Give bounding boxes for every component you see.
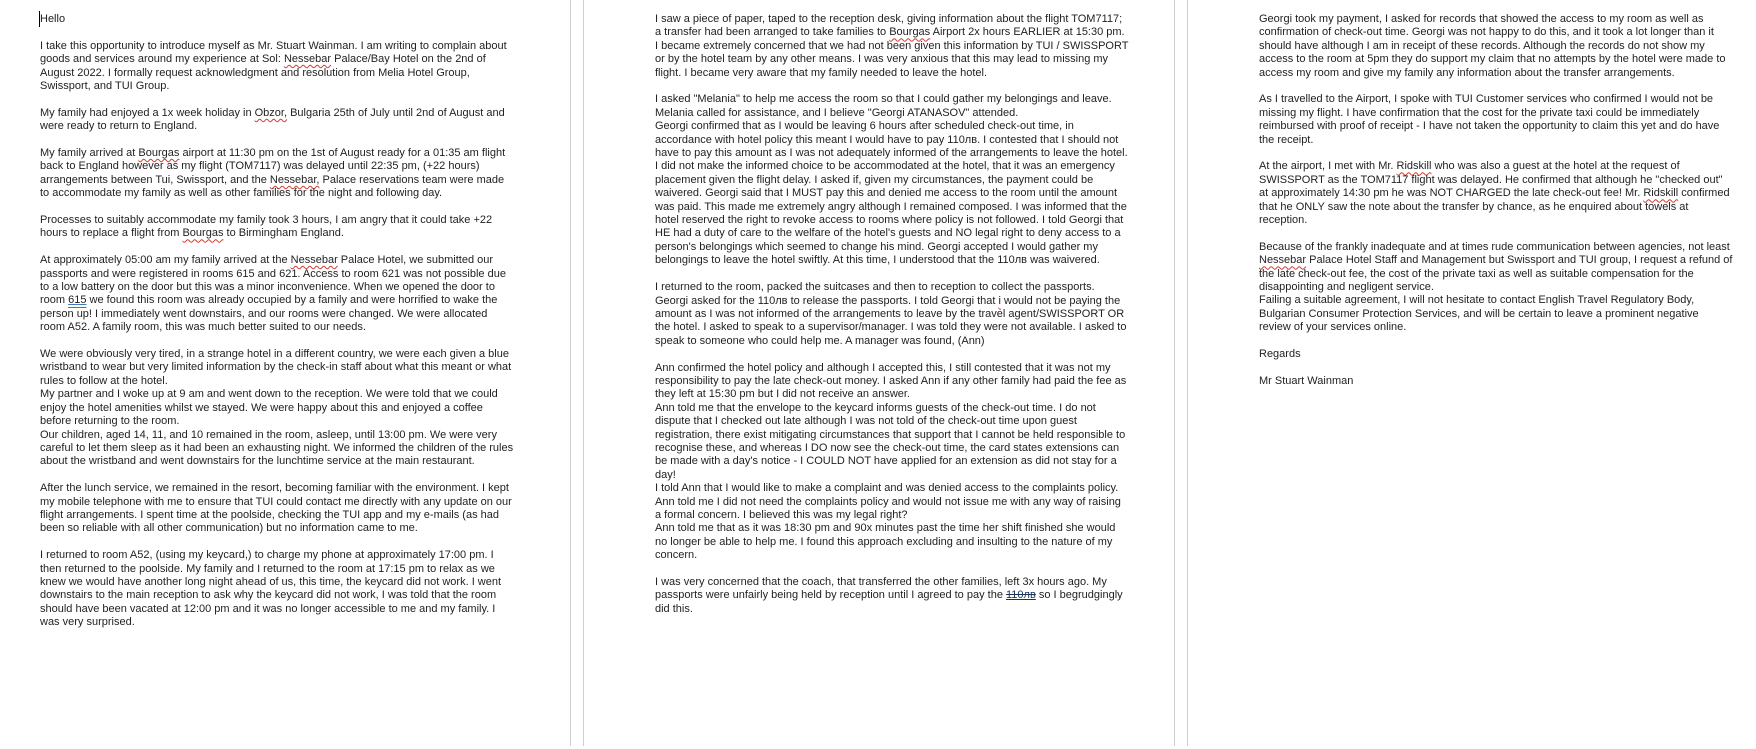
text-run: confirmed that he ONLY saw the note about the transfer by chance, as he enquired about towels at reception. [1259, 187, 1730, 227]
spellcheck-squiggle-run: i [998, 294, 1001, 307]
paragraph[interactable] [40, 13, 514, 26]
text-run: Failing a suitable agreement, I will not hesitate to contact English Travel Regulatory Body, Bulgarian Consumer Protection Services, and will be certain to leave a prominent negative review of your services online. [1259, 294, 1699, 334]
text-run: Georgi confirmed that as I would be leaving 6 hours after scheduled check-out time, in accordance with hotel policy this meant I would have to pay 110лв. I contested that I should not have to pay this amount as I was not adequately informed of the arrangements to leave the hotel. I did not make the informed choice to be accommodated at the hotel, that it was an emergency placement given the flight delay. I asked if, given my circumstances, the payment could be waivered. Georgi said that I MUST pay this and denied me access to the room until the amount was paid. This made me extremely angry although I remained composed. I was informed that the hotel reserved the right to revoke access to rooms where policy is not followed. I told Georgi that HE had a duty of care to the welfare of the hotel's guests and NO legal right to deny access to a person's belongings which seemed to change his mind. Georgi accepted I would gather my belongings to leave the hotel swiftly. At this time, I understood that the 110лв was waivered. [655, 120, 1128, 267]
paragraph[interactable] [655, 576, 1129, 616]
page-1-text[interactable] [40, 13, 514, 630]
spellcheck-squiggle-run: Obzor, [254, 106, 288, 119]
text-run: Our children, aged 14, 11, and 10 remained in the room, asleep, until 13:00 pm. We were very careful to let them sleep as it had been an exhausting night. We informed the children of the rules about the wristband and went downstairs for the lunchtime service at the main restaurant. [40, 428, 514, 468]
text-run: I saw a piece of paper, taped to the reception desk, giving information about the flight TOM7117; a transfer had been arranged to take families to [655, 13, 1123, 39]
text-run: I take this opportunity to introduce myself as Mr. Stuart Wainman. I am writing to complain about goods and services around my experience at Sol: [40, 39, 507, 66]
spellcheck-squiggle-run: Nessebar [283, 53, 332, 66]
text-run: Hello [40, 13, 66, 25]
paragraph[interactable] [40, 107, 514, 134]
text-run: As I travelled to the Airport, I spoke with TUI Customer services who confirmed I would not be missing my flight. I have confirmation that the cost for the private taxi could be immediately reimbursed with proof of receipt - I have not taken the opportunity to claim this yet and do have the receipt. [1259, 93, 1720, 146]
text-run: At approximately 05:00 am my family arrived at the [40, 254, 291, 267]
paragraph[interactable] [655, 13, 1129, 80]
paragraph[interactable] [40, 482, 514, 536]
document-page-1[interactable] [0, 0, 571, 746]
document-page-2[interactable] [583, 0, 1175, 746]
page-3-text[interactable] [1259, 13, 1733, 388]
text-run: Ann told me that the envelope to the keycard informs guests of the check-out time. I do not dispute that I checked out late although I was not told of the check-out time upon guest registration, there exist mitigating circumstances that support that I cannot be held responsible to recognise these, and whereas I DO now see the check-out time, the card states extensions can be made with a day's notice - I COULD NOT have applied for an extension as did not stay for a day! [655, 401, 1126, 481]
text-run: I asked "Melania" to help me access the room so that I could gather my belongings and leave. Melania called for assistance, and I believe "Georgi ATANASOV" attended. [655, 93, 1112, 119]
text-run: Palace reservations team were made to accommodate my family as well as other families for the night and following day. [40, 173, 505, 200]
paragraph[interactable] [1259, 13, 1733, 80]
text-run: Mr Stuart Wainman [1259, 374, 1354, 387]
text-run: After the lunch service, we remained in the resort, becoming familiar with the environment. I kept my mobile telephone with me to ensure that TUI could contact me directly with any update on our flight arrangements. I spent time at the poolside, checking the TUI app and my e-mails (as had been so reliable with all other communication) but no information came to me. [40, 482, 512, 535]
text-run: At the airport, I met with Mr. [1259, 160, 1397, 173]
page-2-text[interactable] [655, 13, 1129, 616]
grammar-underline-run: 615 [68, 294, 87, 307]
paragraph[interactable] [1259, 160, 1733, 227]
text-run: Ann confirmed the hotel policy and although I accepted this, I still contested that it was not my responsibility to pay the late check-out money. I asked Ann if any other family had paid the fee as they left at 15:30 pm but I did not receive an answer. [655, 361, 1127, 401]
text-run: Bulgaria 25th of July until 2nd of August and were ready to return to England. [40, 106, 505, 133]
paragraph[interactable] [40, 40, 514, 94]
text-run: airport at 11:30 pm on the 1st of August ready for a 01:35 am flight back to England however as my flight (TOM7117) was delayed until 22:35 pm, (+22 hours) arrangements between Tui, Swissport, and the [40, 147, 506, 186]
text-run: we found this room was already occupied by a family and were horrified to wake the person up! I immediately went downstairs, and our rooms were changed. We were allocated room A52. A family room, this was much better suited to our needs. [40, 294, 498, 334]
paragraph[interactable] [655, 93, 1129, 267]
text-run: Ann told me that as it was 18:30 pm and 90x minutes past the time her shift finished she would no longer be able to help me. I found this approach excluding and insulting to the nature of my concern. [655, 522, 1116, 562]
document-page-3[interactable] [1187, 0, 1756, 746]
spellcheck-squiggle-run: Bourgas [182, 227, 224, 240]
text-run: Airport 2x hours EARLIER at 15:30 pm. I became extremely concerned that we had not been given this information by TUI / SWISSPORT or by the hotel team by any other means. I was very anxious that this may lead to missing my flight. I became very aware that my family needed to leave the hotel. [655, 26, 1129, 79]
text-run: I returned to room A52, (using my keycard,) to charge my phone at approximately 17:00 pm. I then returned to the poolside. My family and I returned to the room at 17:15 pm to relax as we knew we would have another long night ahead of us, this time, the keycard did not work. I went downstairs to the main reception to ask why the keycard did not work, I was told that the room should have been vacated at 12:00 pm and it was no longer accessible to me and my family. I was very surprised. [40, 549, 502, 629]
text-run: so I begrudgingly did this. [655, 589, 1123, 615]
spellcheck-squiggle-run: Nessebar [1259, 254, 1307, 267]
text-run: would not be paying the amount as I was not informed of the arrangements to leave by the travel agent/SWISSPORT OR the hotel. I asked to speak to a supervisor/manager. I was told they were not available. I asked to speak to someone who could help me. A manager was found, (Ann) [655, 294, 1127, 347]
paragraph[interactable] [40, 549, 514, 629]
paragraph[interactable] [1259, 375, 1733, 388]
text-run: I returned to the room, packed the suitcases and then to reception to collect the passports. Georgi asked for the 110лв to release the passports. I told Georgi that [655, 281, 1095, 307]
text-run: to Birmingham England. [223, 227, 344, 240]
text-run: My family arrived at [40, 147, 139, 160]
paragraph[interactable] [655, 362, 1129, 563]
text-run: Regards [1259, 348, 1301, 361]
text-run: Georgi took my payment, I asked for records that showed the access to my room as well as confirmation of check-out time. Georgi was not happy to do this, and it took a lot longer than it should have although I am in receipt of these records. Although the records do not show my access to the room at 5pm they do support my claim that no attempts by the hotel were made to access my room and give my family any information about the transfer arrangements. [1259, 13, 1726, 79]
spellcheck-squiggle-run: Bourgas [889, 26, 931, 39]
paragraph[interactable] [40, 254, 514, 334]
spellcheck-squiggle-run: Nessebar, [269, 173, 320, 186]
spellcheck-squiggle-run: Ridskill [1396, 160, 1432, 173]
spellcheck-squiggle-run: Nessebar [290, 254, 338, 267]
text-run: We were obviously very tired, in a strange hotel in a different country, we were each given a blue wristband to wear but very limited information by the check-in staff about what this meant or what rules to follow at the hotel. [40, 348, 512, 387]
spellcheck-squiggle-run: Ridskill [1643, 187, 1679, 200]
paragraph[interactable] [1259, 93, 1733, 147]
paragraph[interactable] [655, 281, 1129, 348]
text-run: Palace Hotel Staff and Management but Swissport and TUI group, I request a refund of the late check-out fee, the cost of the private taxi as well as suitable compensation for the disappointing and negligent service. [1259, 254, 1733, 294]
text-run: My family had enjoyed a 1x week holiday in [40, 106, 255, 119]
paragraph[interactable] [1259, 241, 1733, 335]
text-run: Because of the frankly inadequate and at times rude communication between agencies, not least [1259, 240, 1730, 253]
text-run: Palace Hotel, we submitted our passports and were registered in rooms 615 and 621. Access to room 621 was not possible due to a low battery on the door but this was a minor inconvenience. When we opened the door to room [40, 254, 506, 307]
paragraph[interactable] [40, 348, 514, 469]
paragraph[interactable] [40, 147, 514, 201]
text-run: My partner and I woke up at 9 am and went down to the reception. We were told that we could enjoy the hotel amenities whilst we stayed. We were happy about this and enjoyed a coffee before returning to the room. [40, 388, 498, 428]
spellcheck-squiggle-run: Bourgas [138, 147, 180, 160]
deleted-amount-run: 110лв [1006, 589, 1036, 602]
paragraph[interactable] [1259, 348, 1733, 361]
paragraph[interactable] [40, 214, 514, 241]
text-run: Palace/Bay Hotel on the 2nd of August 2022. I formally request acknowledgment and resolution from Melia Hotel Group, Swissport, and TUI Group. [40, 53, 486, 93]
text-run: I told Ann that I would like to make a complaint and was denied access to the complaints policy. Ann told me I did not need the complaints policy and would not issue me with any way of raising a formal concern. I believed this was my legal right? [655, 482, 1121, 521]
text-run: Processes to suitably accommodate my family took 3 hours, I am angry that it could take +22 hours to replace a flight from [40, 214, 493, 240]
text-run: who was also a guest at the hotel at the request of SWISSPORT as the TOM7117 flight was delayed. He confirmed that although he "checked out" at approximately 14:30 pm he was NOT CHARGED the late check-out fee! Mr. [1259, 160, 1723, 200]
text-run: I was very concerned that the coach, that transferred the other families, left 3x hours ago. My passports were unfairly being held by reception until I agreed to pay the [655, 576, 1107, 602]
